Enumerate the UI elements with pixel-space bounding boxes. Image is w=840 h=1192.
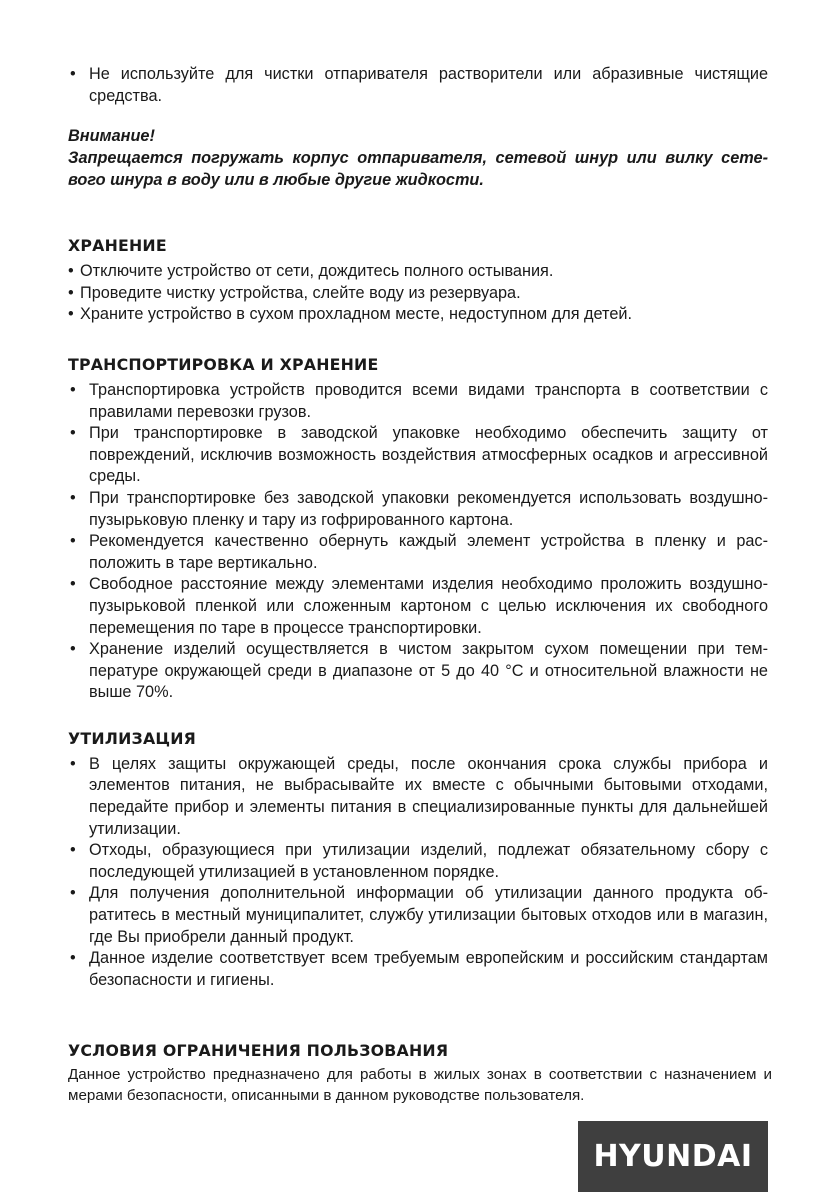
disposal-section — [68, 728, 768, 992]
list-item: • Проведите чистку устройства, слейте воду из резервуара. — [68, 283, 768, 305]
list-item: • Свободное расстояние между элементами изделия необходимо проложить воздушно-пузырьковой пленкой или сложенным картоном с целью исключения их свободного перемещения по таре в процессе транспортировки. — [68, 574, 768, 639]
usage-limits-section — [68, 1040, 772, 1106]
transport-section — [68, 354, 768, 704]
disposal-list — [68, 754, 768, 992]
usage-limits-heading: УСЛОВИЯ ОГРАНИЧЕНИЯ ПОЛЬЗОВАНИЯ — [68, 1041, 449, 1060]
list-item: • В целях защиты окружающей среды, после окончания срока службы прибора и элементов питания, не выбрасывайте их вместе с обычными бытовыми отходами, передайте прибор и элементы питания в специализированные пункты для дальнейшей утилизации. — [68, 754, 768, 840]
list-item: • Для получения дополнительной информации об утилизации данного продукта обратитесь в местный муниципалитет, службу утилизации бытовых отходов или в магазин, где Вы приобрели данный продукт. — [68, 883, 768, 948]
storage-section — [68, 235, 768, 326]
storage-list — [68, 261, 768, 326]
brand-logo — [578, 1121, 768, 1192]
list-item: • Транспортировка устройств проводится всеми видами транспорта в соответствии с правилами перевозки грузов. — [68, 380, 768, 423]
warning-title: Внимание! — [68, 127, 155, 146]
page-content — [68, 64, 768, 991]
transport-list — [68, 380, 768, 704]
list-item: • При транспортировке в заводской упаковке необходимо обеспечить защиту от повреждений, исключив возможность воздействия атмосферных осадков и агрессивной среды. — [68, 423, 768, 488]
disposal-heading: УТИЛИЗАЦИЯ — [68, 728, 197, 748]
brand-logo-text: HYUNDAI — [593, 1139, 753, 1174]
list-item: • Рекомендуется качественно обернуть каждый элемент устройства в пленку и расположить в таре вертикально. — [68, 531, 768, 574]
intro-list — [68, 64, 768, 107]
transport-heading: ТРАНСПОРТИРОВКА И ХРАНЕНИЕ — [68, 354, 379, 374]
warning-text: Запрещается погружать корпус отпаривателя, сетевой шнур или вилку сетевого шнура в воду или в любые другие жидкости. — [68, 149, 768, 190]
list-item: • Храните устройство в сухом прохладном месте, недоступном для детей. — [68, 304, 768, 326]
list-item: • При транспортировке без заводской упаковки рекомендуется использовать воздушно-пузырьковую пленку и тару из гофрированного картона. — [68, 488, 768, 531]
list-item: • Хранение изделий осуществляется в чистом закрытом сухом помещении при температуре окружающей среди в диапазоне от 5 до 40 °С и относительной влажности не выше 70%. — [68, 639, 768, 704]
list-item: • Отходы, образующиеся при утилизации изделий, подлежат обязательному сбору с последующей утилизацией в установленном порядке. — [68, 840, 768, 883]
list-item: • Не используйте для чистки отпаривателя растворители или абразивные чистящие средства. — [68, 64, 768, 107]
storage-heading: ХРАНЕНИЕ — [68, 236, 167, 256]
list-item: • Отключите устройство от сети, дождитесь полного остывания. — [68, 261, 768, 283]
list-item: • Данное изделие соответствует всем требуемым европейским и российским стандартам безопасности и гигиены. — [68, 948, 768, 991]
usage-limits-text: Данное устройство предназначено для работы в жилых зонах в соответствии с назначением и мерами безопасности, описанными в данном руководстве пользователя. — [68, 1066, 772, 1104]
warning-block — [68, 125, 768, 191]
